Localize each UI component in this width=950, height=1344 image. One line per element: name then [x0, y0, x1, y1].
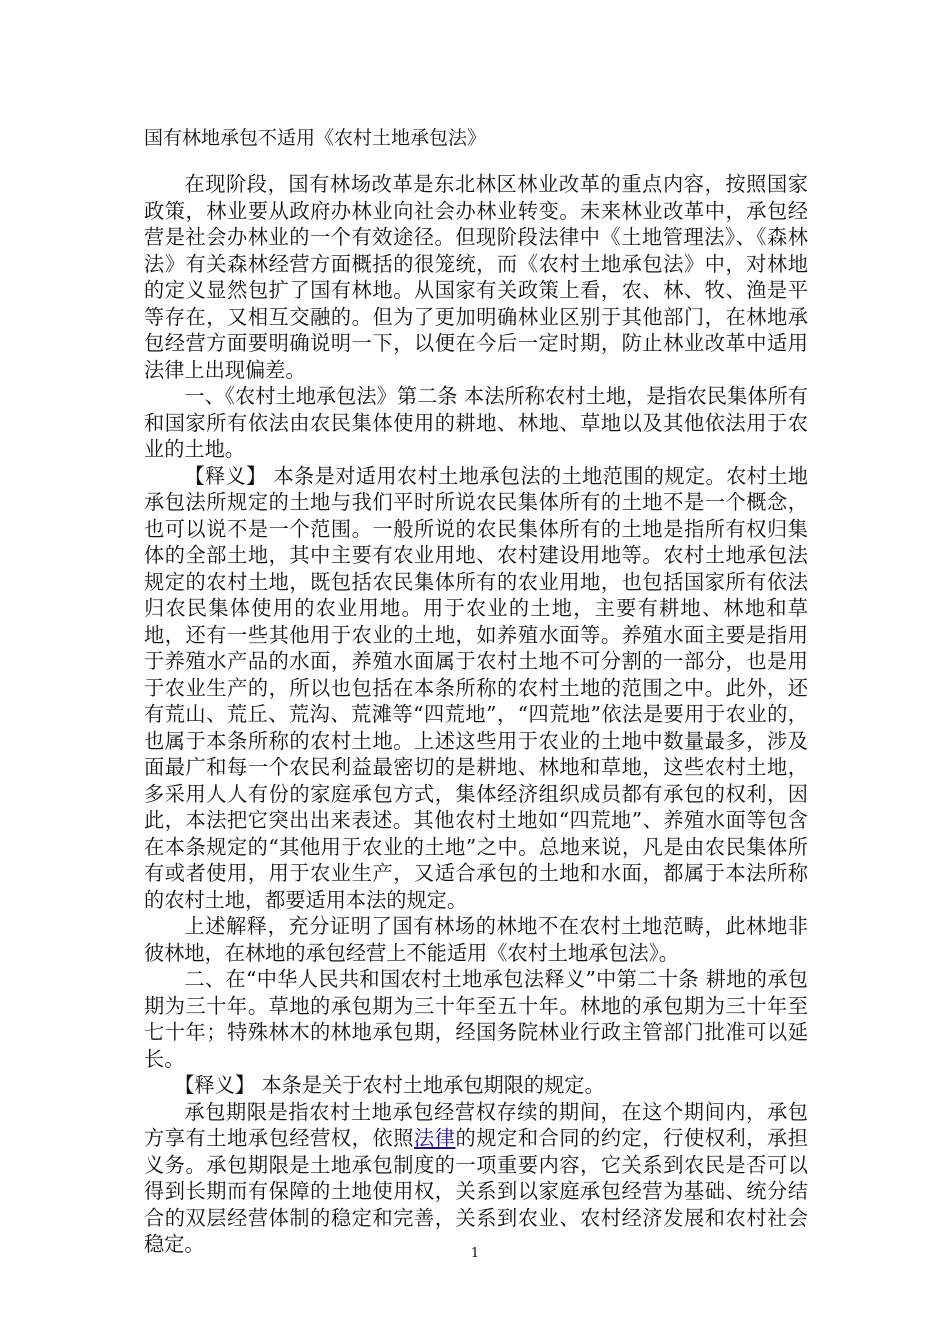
document-title: 国有林地承包不适用《农村土地承包法》 — [144, 127, 487, 149]
paragraph-article-20: 二、在“中华人民共和国农村土地承包法释义”中第二十条 耕地的承包期为三十年。草地的承包期为三十年至五十年。林地的承包期为三十年至七十年；特殊林木的林地承包期，经国务院林业行政主管部门批准可以延长。 — [144, 967, 808, 1071]
paragraph-text-before-link: 承包期限是指农村土地承包经营权存续的期间，在这个期间内，承包方享有土地承包经营权，依照 — [144, 1099, 808, 1150]
paragraph-interpretation-1: 【释义】 本条是对适用农村土地承包法的土地范围的规定。农村土地承包法所规定的土地与我们平时所说农民集体所有的土地不是一个概念，也可以说不是一个范围。一般所说的农民集体所有的土地是指所有权归集体的全部土地，其中主要有农业用地、农村建设用地等。农村土地承包法规定的农村土地，既包括农民集体所有的农业用地，也包括国家所有依法归农民集体使用的农业用地。用于农业的土地，主要有耕地、林地和草地，还有一些其他用于农业的土地，如养殖水面等。养殖水面主要是指用于养殖水产品的水面，养殖水面属于农村土地不可分割的一部分，也是用于农业生产的，所以也包括在本条所称的农村土地的范围之中。此外，还有荒山、荒丘、荒沟、荒滩等“四荒地”，“四荒地”依法是要用于农业的，也属于本条所称的农村土地。上述这些用于农业的土地中数量最多，涉及面最广和每一个农民利益最密切的是耕地、林地和草地，这些农村土地，多采用人人有份的家庭承包方式，集体经济组织成员都有承包的权利，因此，本法把它突出出来表述。其他农村土地如“四荒地”、养殖水面等包含在本条规定的“其他用于农业的土地”之中。总地来说，凡是由农民集体所有或者使用，用于农业生产，又适合承包的土地和水面，都属于本法所称的农村土地，都要适用本法的规定。 — [144, 463, 808, 912]
paragraph-intro: 在现阶段，国有林场改革是东北林区林业改革的重点内容，按照国家政策，林业要从政府办林业向社会办林业转变。未来林业改革中，承包经营是社会办林业的一个有效途径。但现阶段法律中《土地管理法》、《森林法》有关森林经营方面概括的很笼统，而《农村土地承包法》中，对林地的定义显然包扩了国有林地。从国家有关政策上看，农、林、牧、渔是平等存在，又相互交融的。但为了更加明确林业区别于其他部门，在林地承包经营方面要明确说明一下，以便在今后一定时期，防止林业改革中适用法律上出现偏差。 — [144, 172, 808, 382]
paragraph-interpretation-2: 【释义】 本条是关于农村土地承包期限的规定。 — [174, 1073, 605, 1097]
law-link[interactable]: 法律 — [413, 1126, 456, 1150]
page-number: 1 — [470, 1246, 480, 1261]
document-body — [144, 171, 808, 1258]
paragraph-term-definition — [144, 1099, 808, 1258]
paragraph-article-2: 一、《农村土地承包法》第二条 本法所称农村土地，是指农民集体所有和国家所有依法由农民集体使用的耕地、林地、草地以及其他依法用于农业的土地。 — [144, 384, 808, 461]
paragraph-conclusion: 上述解释，充分证明了国有林场的林地不在农村土地范畴，此林地非彼林地，在林地的承包经营上不能适用《农村土地承包法》。 — [144, 914, 808, 965]
paragraph-text-after-link: 的规定和合同的约定，行使权利，承担义务。承包期限是土地承包制度的一项重要内容，它关系到农民是否可以得到长期而有保障的土地使用权，关系到以家庭承包经营为基础、统分结合的双层经营体制的稳定和完善，关系到农业、农村经济发展和农村社会稳定。 — [144, 1126, 808, 1256]
